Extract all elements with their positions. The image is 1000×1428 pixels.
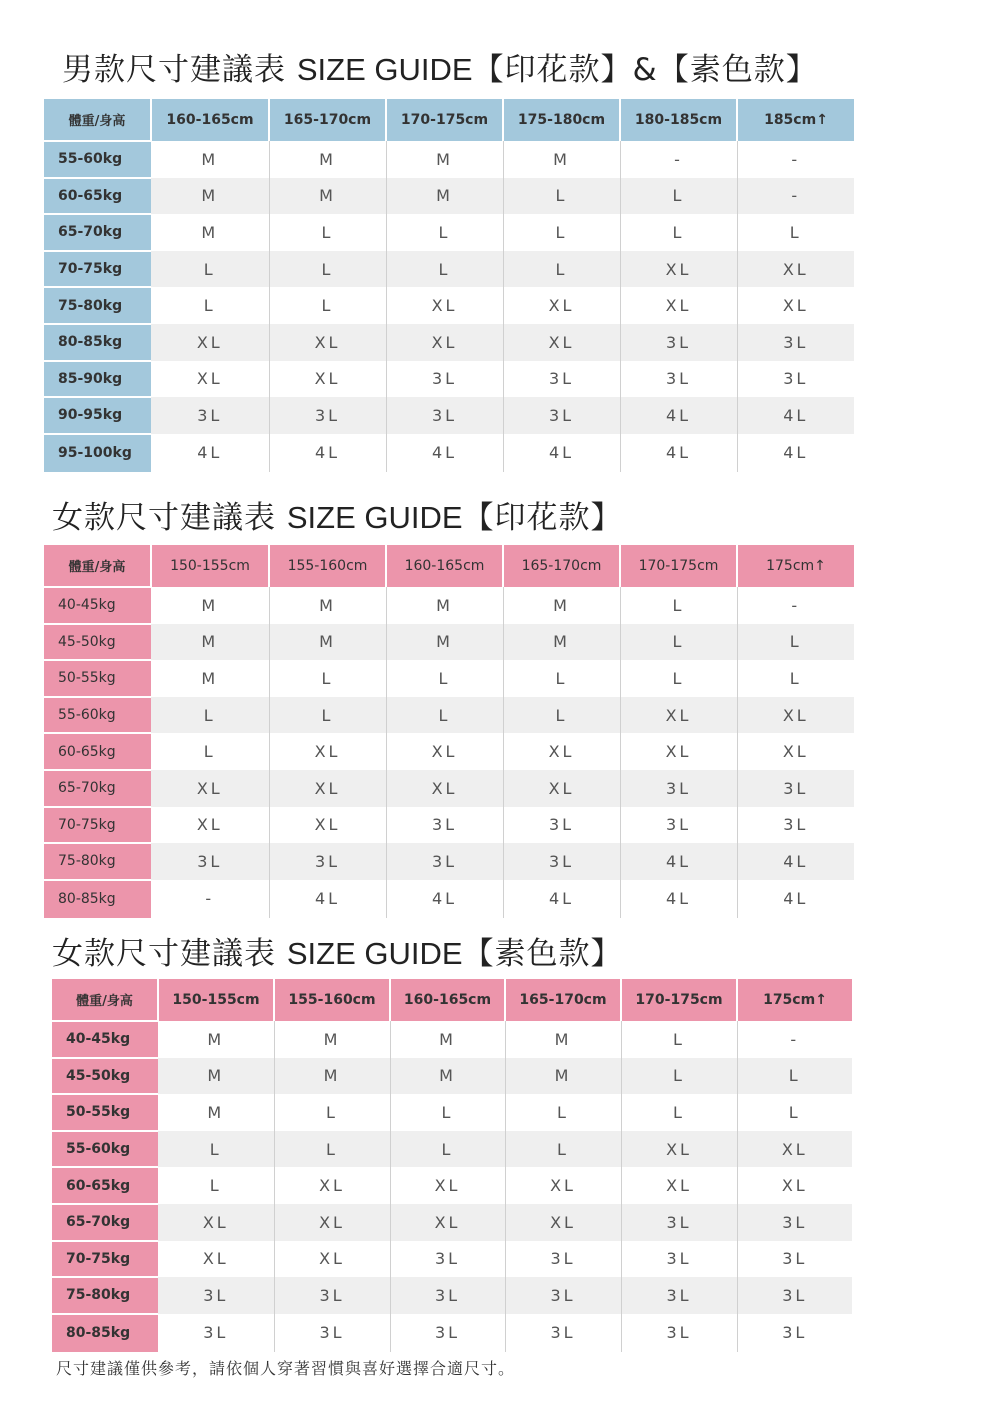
size-cell: XL	[386, 324, 503, 361]
size-cell: XL	[503, 770, 620, 807]
size-cell: XL	[269, 361, 386, 398]
size-cell: XL	[620, 287, 737, 324]
corner-header: 體重/身高	[44, 545, 151, 587]
size-cell: M	[386, 178, 503, 215]
size-cell: 3L	[503, 843, 620, 880]
weight-row-header: 55-60kg	[44, 697, 151, 734]
height-column-header: 185cm↑	[737, 99, 854, 141]
size-cell: L	[620, 178, 737, 215]
men-title-en: SIZE GUIDE	[296, 52, 473, 87]
size-cell: L	[386, 251, 503, 288]
size-cell: 4L	[386, 434, 503, 472]
size-cell: 4L	[151, 434, 269, 472]
size-cell: 4L	[620, 397, 737, 434]
height-column-header: 165-170cm	[269, 99, 386, 141]
table-row	[44, 624, 854, 661]
size-cell: XL	[737, 1131, 852, 1168]
women-print-title-tag: 【印花款】	[462, 500, 623, 536]
size-cell: XL	[503, 733, 620, 770]
weight-row-header: 60-65kg	[44, 733, 151, 770]
size-cell: 3L	[269, 397, 386, 434]
size-cell: M	[503, 624, 620, 661]
size-cell: L	[151, 697, 269, 734]
weight-row-header: 70-75kg	[52, 1241, 158, 1278]
table-row	[44, 587, 854, 624]
size-cell: M	[151, 214, 269, 251]
size-cell: 3L	[151, 397, 269, 434]
size-cell: 3L	[386, 807, 503, 844]
weight-row-header: 45-50kg	[52, 1058, 158, 1095]
size-cell: L	[737, 214, 854, 251]
size-cell: 3L	[151, 843, 269, 880]
size-cell: L	[620, 624, 737, 661]
size-cell: 4L	[503, 880, 620, 918]
table-row	[52, 1094, 852, 1131]
weight-row-header: 40-45kg	[52, 1021, 158, 1058]
corner-header: 體重/身高	[52, 979, 158, 1021]
size-cell: 4L	[737, 843, 854, 880]
size-cell: XL	[505, 1167, 621, 1204]
height-column-header: 160-165cm	[386, 545, 503, 587]
weight-row-header: 85-90kg	[44, 361, 151, 398]
size-cell: 3L	[386, 361, 503, 398]
size-cell: -	[151, 880, 269, 918]
size-cell: 3L	[737, 1314, 852, 1352]
height-column-header: 175-180cm	[503, 99, 620, 141]
size-cell: 4L	[737, 880, 854, 918]
size-cell: L	[269, 287, 386, 324]
size-cell: L	[737, 1058, 852, 1095]
size-cell: XL	[269, 807, 386, 844]
size-cell: 4L	[386, 880, 503, 918]
height-column-header: 170-175cm	[620, 545, 737, 587]
size-cell: XL	[158, 1204, 274, 1241]
size-cell: 3L	[620, 324, 737, 361]
size-cell: M	[158, 1058, 274, 1095]
weight-row-header: 65-70kg	[52, 1204, 158, 1241]
height-column-header: 155-160cm	[274, 979, 390, 1021]
size-cell: L	[503, 214, 620, 251]
size-cell: XL	[274, 1167, 390, 1204]
size-cell: L	[620, 660, 737, 697]
height-column-header: 150-155cm	[158, 979, 274, 1021]
size-cell: XL	[621, 1131, 737, 1168]
size-cell: XL	[269, 770, 386, 807]
size-cell: -	[737, 178, 854, 215]
size-cell: 3L	[620, 807, 737, 844]
size-cell: M	[386, 624, 503, 661]
size-cell: -	[620, 141, 737, 178]
table-row	[44, 287, 854, 324]
size-cell: M	[386, 587, 503, 624]
size-cell: L	[505, 1131, 621, 1168]
size-cell: L	[390, 1094, 505, 1131]
size-cell: 4L	[620, 880, 737, 918]
size-cell: L	[274, 1094, 390, 1131]
size-cell: L	[390, 1131, 505, 1168]
size-cell: -	[737, 587, 854, 624]
size-cell: 3L	[386, 397, 503, 434]
size-cell: 3L	[737, 770, 854, 807]
size-cell: 3L	[274, 1314, 390, 1352]
size-cell: L	[386, 214, 503, 251]
size-cell: L	[151, 733, 269, 770]
size-cell: XL	[151, 770, 269, 807]
size-cell: L	[269, 697, 386, 734]
size-cell: L	[503, 660, 620, 697]
size-cell: 4L	[269, 880, 386, 918]
table-row	[44, 843, 854, 880]
size-cell: L	[620, 214, 737, 251]
table-row	[44, 733, 854, 770]
size-cell: M	[505, 1058, 621, 1095]
size-cell: M	[158, 1021, 274, 1058]
table-row	[44, 178, 854, 215]
table-row	[52, 1058, 852, 1095]
weight-row-header: 55-60kg	[44, 141, 151, 178]
height-column-header: 180-185cm	[620, 99, 737, 141]
height-column-header: 160-165cm	[151, 99, 269, 141]
size-cell: 3L	[621, 1277, 737, 1314]
size-cell: XL	[390, 1167, 505, 1204]
size-cell: L	[386, 660, 503, 697]
table-row	[44, 251, 854, 288]
weight-row-header: 75-80kg	[44, 287, 151, 324]
size-cell: 3L	[269, 843, 386, 880]
table-row	[44, 770, 854, 807]
men-title-tag: 【印花款】&【素色款】	[472, 52, 818, 88]
table-row	[44, 660, 854, 697]
size-cell: L	[737, 1094, 852, 1131]
size-cell: 3L	[274, 1277, 390, 1314]
size-cell: XL	[621, 1167, 737, 1204]
height-column-header: 175cm↑	[737, 545, 854, 587]
size-cell: M	[269, 587, 386, 624]
size-cell: XL	[620, 251, 737, 288]
size-cell: -	[737, 141, 854, 178]
size-cell: XL	[269, 733, 386, 770]
weight-row-header: 80-85kg	[52, 1314, 158, 1352]
women-print-title-zh: 女款尺寸建議表	[52, 500, 276, 536]
size-cell: 3L	[621, 1314, 737, 1352]
size-cell: 4L	[269, 434, 386, 472]
size-cell: L	[621, 1021, 737, 1058]
weight-row-header: 95-100kg	[44, 434, 151, 472]
size-disclaimer-note: 尺寸建議僅供參考，請依個人穿著習慣與喜好選擇合適尺寸。	[56, 1359, 516, 1378]
size-cell: XL	[737, 251, 854, 288]
size-cell: L	[621, 1058, 737, 1095]
size-cell: L	[621, 1094, 737, 1131]
size-cell: 3L	[737, 361, 854, 398]
table-row	[44, 141, 854, 178]
table-row	[44, 397, 854, 434]
size-cell: 3L	[737, 807, 854, 844]
table-row	[44, 697, 854, 734]
weight-row-header: 65-70kg	[44, 770, 151, 807]
size-cell: L	[274, 1131, 390, 1168]
size-cell: XL	[151, 324, 269, 361]
table-row	[44, 880, 854, 918]
size-cell: M	[274, 1058, 390, 1095]
size-cell: XL	[737, 1167, 852, 1204]
size-cell: L	[505, 1094, 621, 1131]
weight-row-header: 70-75kg	[44, 251, 151, 288]
weight-row-header: 70-75kg	[44, 807, 151, 844]
table-row	[52, 1131, 852, 1168]
size-cell: XL	[274, 1204, 390, 1241]
size-cell: M	[274, 1021, 390, 1058]
table-row	[52, 1021, 852, 1058]
size-cell: XL	[158, 1241, 274, 1278]
size-cell: L	[503, 251, 620, 288]
size-cell: -	[737, 1021, 852, 1058]
size-cell: 3L	[620, 361, 737, 398]
weight-row-header: 65-70kg	[44, 214, 151, 251]
size-cell: 4L	[503, 434, 620, 472]
size-cell: XL	[151, 361, 269, 398]
weight-row-header: 50-55kg	[52, 1094, 158, 1131]
women-solid-title-tag: 【素色款】	[462, 936, 623, 972]
size-cell: L	[620, 587, 737, 624]
size-cell: 3L	[386, 843, 503, 880]
men-size-table	[44, 99, 854, 472]
women-print-size-guide-title	[52, 492, 623, 537]
size-cell: 3L	[503, 397, 620, 434]
size-cell: M	[158, 1094, 274, 1131]
size-cell: 3L	[737, 1277, 852, 1314]
size-cell: M	[390, 1058, 505, 1095]
size-cell: 3L	[390, 1277, 505, 1314]
size-cell: 4L	[620, 434, 737, 472]
size-cell: XL	[620, 697, 737, 734]
size-cell: 3L	[158, 1314, 274, 1352]
size-cell: 3L	[505, 1241, 621, 1278]
size-cell: 3L	[503, 361, 620, 398]
size-cell: L	[737, 624, 854, 661]
weight-row-header: 75-80kg	[44, 843, 151, 880]
weight-row-header: 45-50kg	[44, 624, 151, 661]
size-cell: XL	[386, 733, 503, 770]
size-cell: XL	[737, 733, 854, 770]
size-cell: XL	[620, 733, 737, 770]
size-cell: XL	[737, 697, 854, 734]
size-cell: XL	[505, 1204, 621, 1241]
size-cell: 3L	[505, 1314, 621, 1352]
table-row	[52, 1204, 852, 1241]
men-size-guide-title	[62, 44, 818, 89]
height-column-header: 170-175cm	[621, 979, 737, 1021]
size-cell: 4L	[620, 843, 737, 880]
size-cell: L	[269, 214, 386, 251]
size-cell: L	[269, 251, 386, 288]
table-row	[52, 1314, 852, 1352]
size-cell: XL	[390, 1204, 505, 1241]
size-cell: M	[505, 1021, 621, 1058]
size-cell: 3L	[390, 1241, 505, 1278]
size-cell: 3L	[390, 1314, 505, 1352]
weight-row-header: 50-55kg	[44, 660, 151, 697]
size-cell: M	[269, 624, 386, 661]
size-cell: XL	[386, 770, 503, 807]
size-cell: XL	[151, 807, 269, 844]
weight-row-header: 60-65kg	[52, 1167, 158, 1204]
height-column-header: 160-165cm	[390, 979, 505, 1021]
women-solid-title-en: SIZE GUIDE	[286, 936, 463, 971]
size-cell: M	[151, 587, 269, 624]
height-column-header: 155-160cm	[269, 545, 386, 587]
size-cell: M	[151, 624, 269, 661]
table-row	[52, 1277, 852, 1314]
men-title-zh: 男款尺寸建議表	[62, 52, 286, 88]
weight-row-header: 75-80kg	[52, 1277, 158, 1314]
weight-row-header: 60-65kg	[44, 178, 151, 215]
size-cell: L	[151, 287, 269, 324]
corner-header: 體重/身高	[44, 99, 151, 141]
size-cell: XL	[386, 287, 503, 324]
size-cell: L	[151, 251, 269, 288]
size-cell: L	[503, 178, 620, 215]
size-cell: L	[737, 660, 854, 697]
height-column-header: 165-170cm	[505, 979, 621, 1021]
weight-row-header: 80-85kg	[44, 880, 151, 918]
height-column-header: 170-175cm	[386, 99, 503, 141]
size-cell: M	[390, 1021, 505, 1058]
size-cell: 4L	[737, 434, 854, 472]
size-cell: L	[503, 697, 620, 734]
table-row	[52, 1167, 852, 1204]
size-cell: XL	[503, 287, 620, 324]
weight-row-header: 55-60kg	[52, 1131, 158, 1168]
size-cell: 3L	[621, 1241, 737, 1278]
women-solid-size-table	[52, 979, 852, 1352]
size-cell: 3L	[737, 1241, 852, 1278]
height-column-header: 150-155cm	[151, 545, 269, 587]
size-cell: M	[503, 141, 620, 178]
size-cell: L	[158, 1131, 274, 1168]
table-row	[44, 361, 854, 398]
size-cell: M	[386, 141, 503, 178]
size-cell: XL	[503, 324, 620, 361]
size-cell: L	[158, 1167, 274, 1204]
table-row	[44, 324, 854, 361]
size-cell: 3L	[620, 770, 737, 807]
table-row	[44, 214, 854, 251]
women-print-title-en: SIZE GUIDE	[286, 500, 463, 535]
size-cell: M	[151, 178, 269, 215]
size-cell: 4L	[737, 397, 854, 434]
size-cell: 3L	[737, 1204, 852, 1241]
size-cell: XL	[274, 1241, 390, 1278]
size-cell: 3L	[621, 1204, 737, 1241]
women-solid-size-guide-title	[52, 928, 623, 973]
size-cell: M	[151, 141, 269, 178]
table-row	[44, 434, 854, 472]
women-print-size-table	[44, 545, 854, 918]
size-cell: M	[503, 587, 620, 624]
table-row	[44, 807, 854, 844]
size-cell: M	[269, 178, 386, 215]
size-cell: 3L	[737, 324, 854, 361]
size-cell: XL	[269, 324, 386, 361]
size-cell: XL	[737, 287, 854, 324]
weight-row-header: 90-95kg	[44, 397, 151, 434]
size-cell: L	[386, 697, 503, 734]
weight-row-header: 40-45kg	[44, 587, 151, 624]
size-cell: M	[151, 660, 269, 697]
size-cell: 3L	[503, 807, 620, 844]
weight-row-header: 80-85kg	[44, 324, 151, 361]
size-cell: L	[269, 660, 386, 697]
size-cell: 3L	[505, 1277, 621, 1314]
size-cell: M	[269, 141, 386, 178]
women-solid-title-zh: 女款尺寸建議表	[52, 936, 276, 972]
height-column-header: 165-170cm	[503, 545, 620, 587]
table-row	[52, 1241, 852, 1278]
height-column-header: 175cm↑	[737, 979, 852, 1021]
size-cell: 3L	[158, 1277, 274, 1314]
